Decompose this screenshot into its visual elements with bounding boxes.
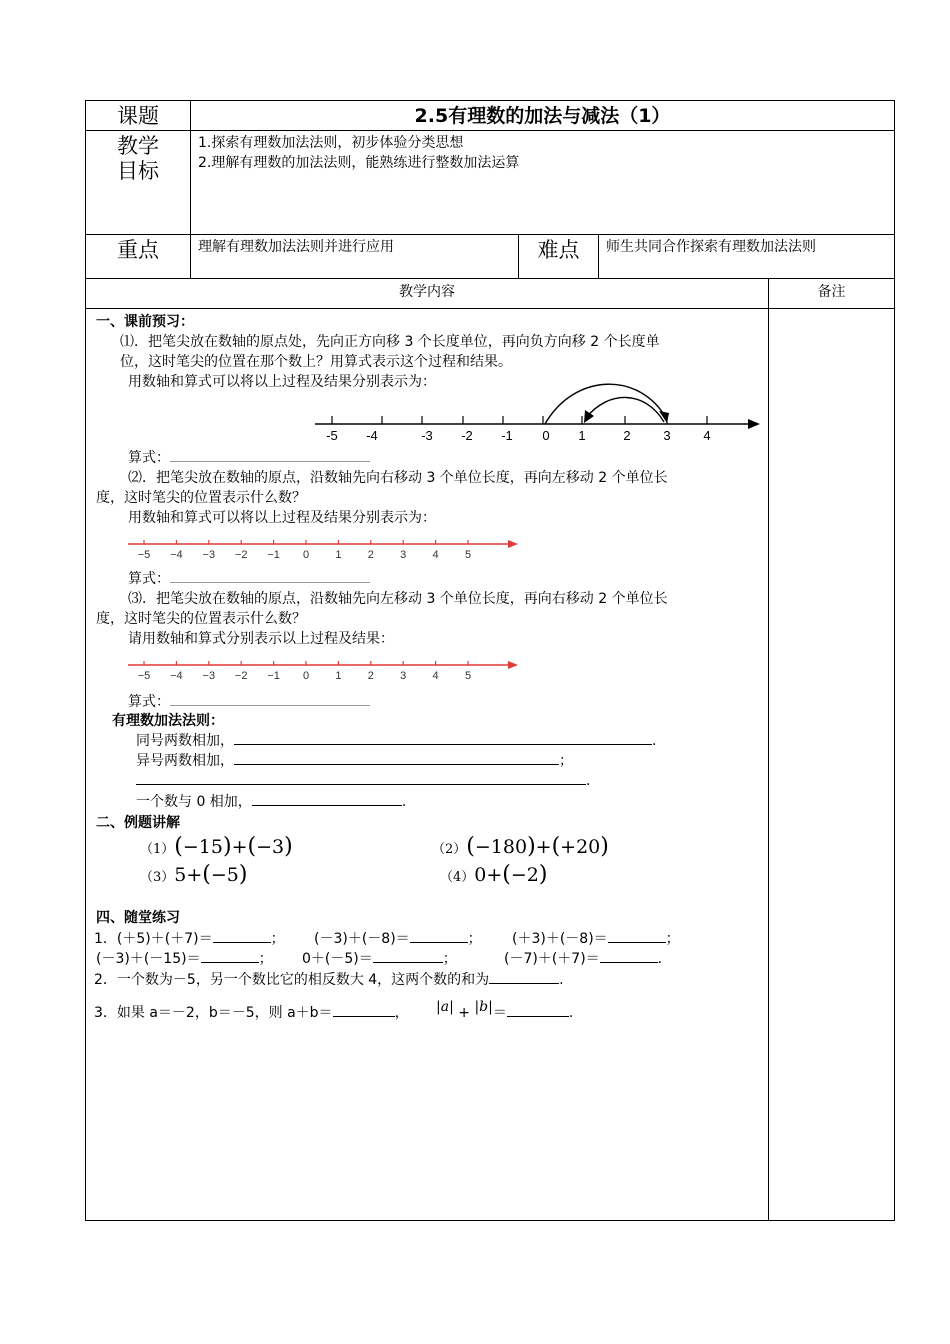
objective-item: 1.探索有理数加法法则，初步体验分类思想	[198, 135, 464, 151]
tick-label: 0	[302, 670, 310, 682]
tick-label: 5	[464, 670, 472, 682]
tick-label: 1	[335, 670, 342, 682]
number-line-q3	[124, 657, 524, 685]
practice-item: 1．(＋5)＋(＋7)＝ ；	[94, 931, 285, 947]
q2-text: 度，这时笔尖的位置表示什么数？	[96, 490, 306, 506]
tick-label: −3	[202, 549, 216, 561]
tick-label: −1	[267, 670, 280, 682]
number-line-q1	[310, 378, 770, 444]
rules-heading: 有理数加法法则：	[112, 713, 224, 729]
section-heading-preview: 一、课前预习：	[96, 314, 194, 330]
objective-item: 2.理解有理数的加法法则，能熟练进行整数加法运算	[198, 155, 520, 171]
difficulty-text: 师生共同合作探索有理数加法法则	[606, 239, 816, 255]
q3-text: 请用数轴和算式分别表示以上过程及结果：	[128, 631, 394, 647]
col-divider	[598, 234, 599, 278]
objectives-label-2: 目标	[117, 159, 159, 183]
example-item: （3）5+(−5)	[140, 862, 248, 887]
tick-label: -1	[501, 428, 513, 443]
tick-label: 4	[432, 670, 439, 682]
topic-label: 课题	[117, 104, 159, 128]
key-text: 理解有理数加法法则并进行应用	[198, 239, 394, 255]
tick-label: 1	[578, 428, 586, 443]
q2-text: 用数轴和算式可以将以上过程及结果分别表示为：	[128, 510, 436, 526]
example-item: （4）0+(−2)	[440, 862, 548, 887]
practice-item: (－3)＋(－8)＝ ；	[314, 931, 482, 947]
tick-label: 0	[302, 549, 310, 561]
tick-label: −5	[137, 670, 151, 682]
row-divider	[85, 278, 895, 279]
row-divider	[85, 308, 895, 309]
tick-label: −5	[137, 549, 151, 561]
tick-label: 3	[400, 549, 407, 561]
difficulty-label: 难点	[537, 238, 580, 262]
tick-label: -5	[326, 428, 338, 443]
tick-label: −4	[170, 670, 183, 682]
tick-label: -3	[421, 428, 433, 443]
rule-with-zero: 一个数与 0 相加， .	[136, 794, 407, 810]
example-item: （1）(−15)+(−3)	[140, 834, 293, 859]
practice-item: 3．如果 a＝－2，b＝－5，则 a＋b＝ ，	[94, 1005, 409, 1021]
tick-label: 1	[335, 549, 342, 561]
axis-arrow	[508, 661, 518, 669]
tick-label: -2	[461, 428, 473, 443]
section-heading-examples: 二、例题讲解	[96, 815, 180, 831]
tick-label: 3	[663, 428, 671, 443]
q1-text: 位，这时笔尖的位置在那个数上？用算式表示这个过程和结果。	[120, 354, 512, 370]
practice-item: (－3)＋(－15)＝ ；	[96, 951, 273, 967]
q3-text: 度，这时笔尖的位置表示什么数？	[96, 611, 306, 627]
tick-label: 2	[367, 549, 374, 561]
tick-label: −1	[267, 549, 280, 561]
key-label: 重点	[117, 238, 159, 262]
notes-label: 备注	[817, 284, 846, 300]
tick-label: 3	[400, 670, 407, 682]
tick-label: −2	[234, 549, 248, 561]
table-border-bottom	[85, 1220, 895, 1221]
tick-label: 4	[432, 549, 439, 561]
practice-item: 2．一个数为－5，另一个数比它的相反数大 4，这两个数的和为 .	[94, 972, 564, 988]
formula-label: 算式：	[128, 449, 370, 467]
number-line-q2	[124, 536, 524, 564]
table-border-top	[85, 100, 895, 101]
objectives-label-1: 教学	[117, 134, 159, 158]
formula-label: 算式：	[128, 570, 370, 588]
page-title: 2.5有理数的加法与减法（1）	[414, 105, 671, 127]
formula-label: 算式：	[128, 693, 370, 711]
table-border-left	[85, 100, 86, 1221]
rule-same-sign: 同号两数相加， .	[136, 733, 657, 749]
example-item: （2）(−180)+(+20)	[432, 834, 609, 859]
practice-item: (＋3)＋(－8)＝ ；	[512, 931, 680, 947]
rule-opposite-sign: 异号两数相加， ；	[136, 753, 573, 769]
section-heading-practice: 四、随堂练习	[96, 910, 180, 926]
tick-label: 2	[623, 428, 631, 443]
arc-back-arrow	[584, 410, 594, 423]
row-divider	[85, 234, 895, 235]
tick-label: 5	[464, 549, 472, 561]
content-label: 教学内容	[399, 284, 455, 300]
tick-label: −4	[170, 549, 183, 561]
rule-opposite-sign-cont: .	[136, 772, 590, 790]
q1-text: 用数轴和算式可以将以上过程及结果分别表示为：	[128, 374, 436, 390]
tick-label: −2	[234, 670, 248, 682]
axis-arrow	[508, 540, 518, 548]
tick-label: 2	[367, 670, 374, 682]
q2-text: ⑵．把笔尖放在数轴的原点，沿数轴先向右移动 3 个单位长度，再向左移动 2 个单位长	[128, 470, 668, 486]
tick-label: −3	[202, 670, 216, 682]
tick-label: -4	[366, 428, 378, 443]
abs-expression: |a| + |b|＝ .	[436, 999, 574, 1021]
axis-arrow	[748, 419, 760, 429]
q1-text: ⑴．把笔尖放在数轴的原点处，先向正方向移 3 个长度单位，再向负方向移 2 个长度单	[120, 334, 660, 350]
q3-text: ⑶．把笔尖放在数轴的原点，沿数轴先向左移动 3 个单位长度，再向右移动 2 个单位长	[128, 591, 668, 607]
row-divider	[85, 130, 895, 131]
practice-item: 0＋(－5)＝ ；	[302, 951, 457, 967]
tick-label: 0	[542, 428, 550, 443]
tick-label: 4	[703, 428, 711, 443]
table-border-right	[894, 100, 895, 1221]
practice-item: (－7)＋(＋7)＝ .	[504, 951, 663, 967]
